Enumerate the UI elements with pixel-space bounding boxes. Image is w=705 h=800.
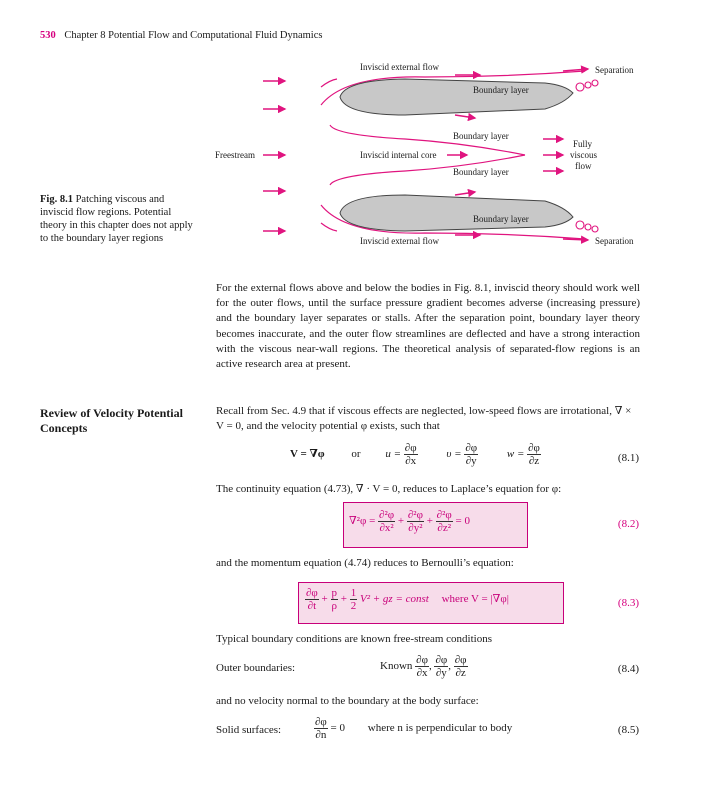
caption-label: Fig. 8.1: [40, 194, 73, 205]
equation-8-2: [349, 509, 470, 534]
label-separation-top: Separation: [595, 65, 634, 75]
eq83-p: p: [331, 587, 338, 599]
eq83-where: where V = |∇φ|: [441, 593, 509, 606]
eq83-dt: ∂t: [307, 600, 317, 612]
label-separation-bottom: Separation: [595, 236, 634, 246]
eq81-lhs: V = ∇φ: [290, 448, 325, 461]
equation-8-1: [290, 442, 620, 467]
eq82-lhs: ∇²φ =: [349, 515, 376, 528]
eq82-t1-den: ∂x²: [379, 522, 394, 534]
eq81-or: or: [351, 448, 361, 461]
eq82-number: (8.2): [617, 518, 639, 530]
label-boundary-layer-2: Boundary layer: [453, 131, 509, 141]
momentum-text: and the momentum equation (4.74) reduces to Bernoulli’s equation:: [216, 557, 514, 569]
caption-text: Patching viscous and inviscid flow regions. Potential theory in this chapter does not apply to the boundary layer regions: [40, 194, 193, 244]
eq85-den: ∂n: [315, 729, 327, 741]
eq82-t1-num: ∂²φ: [379, 509, 395, 521]
eq81-u-num: ∂φ: [404, 442, 417, 454]
chapter-title: Chapter 8 Potential Flow and Computational Fluid Dynamics: [64, 30, 323, 41]
equation-8-4: Known $\frac{\partial\varphi}{\partial x}$ , $\frac{\partial\varphi}{\partial y}$ , $\frac{\partial\varphi}{\partial z}$: [380, 654, 467, 679]
eq84-n3: ∂φ: [454, 654, 467, 666]
label-freestream: Freestream: [215, 150, 255, 160]
normal-text: and no velocity normal to the boundary at the body surface:: [216, 695, 479, 707]
eq83-one: 1: [350, 587, 357, 599]
eq84-n2: ∂φ: [435, 654, 448, 666]
eq85-num: ∂φ: [315, 716, 327, 728]
eq82-t2-num: ∂²φ: [407, 509, 423, 521]
eq81-u-den: ∂x: [405, 455, 417, 467]
eq81-u: u =: [385, 448, 402, 461]
label-boundary-layer-4: Boundary layer: [473, 214, 529, 224]
page-header: [40, 30, 322, 41]
label-fully-viscous-1: Fully: [573, 139, 593, 149]
eq83-rho: ρ: [331, 600, 338, 612]
eq84-d3: ∂z: [455, 667, 466, 679]
eq83-plus-2: +: [340, 593, 347, 606]
eq84-number: (8.4): [617, 663, 639, 675]
label-boundary-layer-1: Boundary layer: [473, 85, 529, 95]
figure-caption: [40, 193, 200, 245]
eq83-two: 2: [350, 600, 357, 612]
equation-8-3: [305, 587, 509, 612]
eq82-plus-2: +: [426, 515, 433, 528]
section-heading: Review of Velocity Potential Concepts: [40, 406, 183, 435]
label-inviscid-external-bottom: Inviscid external flow: [360, 236, 439, 246]
eq85-label: Solid surfaces:: [216, 724, 282, 736]
label-fully-viscous-3: flow: [575, 161, 592, 171]
eq81-w-den: ∂z: [528, 455, 540, 467]
eq83-dphi: ∂φ: [306, 587, 318, 599]
label-inviscid-external-top: Inviscid external flow: [360, 62, 439, 72]
eq82-t2-den: ∂y²: [408, 522, 423, 534]
eq84-label: Outer boundaries:: [216, 662, 296, 674]
equation-8-5: [314, 716, 512, 741]
lower-body: [340, 195, 573, 231]
eq84-d1: ∂x: [416, 667, 428, 679]
page-number: 530: [40, 30, 56, 41]
label-inviscid-internal: Inviscid internal core: [360, 150, 437, 160]
eq84-known: Known: [380, 660, 413, 673]
eq83-plus-1: +: [321, 593, 328, 606]
eq81-v-num: ∂φ: [465, 442, 478, 454]
intro-paragraph: For the external flows above and below the bodies in Fig. 8.1, inviscid theory should work well for the outer flows, until the surface pressure gradient becomes adverse (increasing pressure) and the boundary layer separates or stalls. After the separation point, boundary layer theory becomes inaccurate, and the outer flow streamlines are deflected and have a strong interaction with the viscous near-wall regions. The theoretical analysis of separated-flow regions is an active research area at present.: [216, 282, 640, 371]
continuity-text: The continuity equation (4.73), ∇ · V = 0, reduces to Laplace’s equation for φ:: [216, 483, 562, 495]
eq81-v-den: ∂y: [465, 455, 477, 467]
eq83-number: (8.3): [617, 597, 639, 609]
eq82-t3-num: ∂²φ: [436, 509, 452, 521]
eq83-v2: V² + gz = const: [359, 593, 429, 606]
eq82-rhs: = 0: [455, 515, 470, 528]
eq82-plus-1: +: [397, 515, 405, 528]
bc-text: Typical boundary conditions are known free-stream conditions: [216, 633, 492, 645]
eq85-rhs: = 0: [330, 722, 346, 735]
eq81-number: (8.1): [617, 452, 639, 464]
eq81-v: υ =: [446, 448, 462, 461]
eq81-w: w =: [506, 448, 525, 461]
eq85-where: where n is perpendicular to body: [367, 722, 513, 735]
recall-text: Recall from Sec. 4.9 that if viscous effects are neglected, low-speed flows are irrotational, ∇ × V = 0, and the velocity potential φ exists, such that: [216, 405, 632, 433]
eq85-number: (8.5): [617, 724, 639, 736]
eq81-w-num: ∂φ: [528, 442, 540, 454]
eq84-n1: ∂φ: [416, 654, 428, 666]
eq84-d2: ∂y: [435, 667, 447, 679]
label-boundary-layer-3: Boundary layer: [453, 167, 509, 177]
eq82-t3-den: ∂z²: [437, 522, 452, 534]
figure-8-1: [205, 55, 665, 255]
upper-body: [340, 79, 573, 115]
label-fully-viscous-2: viscous: [570, 150, 597, 160]
